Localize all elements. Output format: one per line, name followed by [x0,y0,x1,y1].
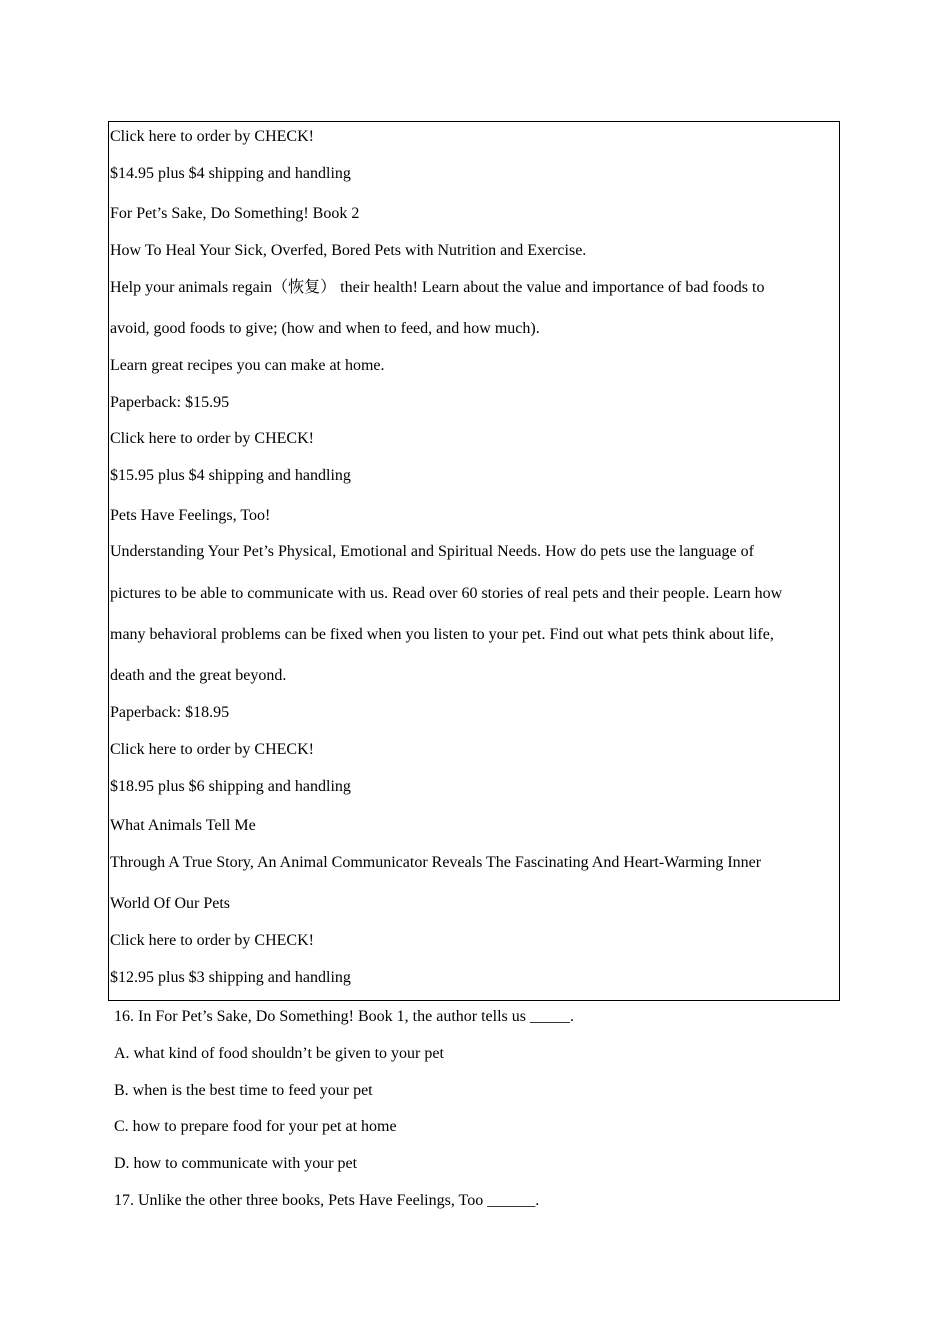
question-16-option-c: C. how to prepare food for your pet at home [114,1118,397,1135]
book4-description-line: Through A True Story, An Animal Communicator Reveals The Fascinating And Heart-Warming Inner [110,854,762,871]
order-link-3[interactable]: Click here to order by CHECK! [110,741,314,758]
book2-description-line: Help your animals regain（恢复） their health! Learn about the value and importance of bad foods to [110,279,765,296]
price-3: $18.95 plus $6 shipping and handling [110,778,351,795]
book4-title: What Animals Tell Me [110,817,256,834]
order-link-2[interactable]: Click here to order by CHECK! [110,430,314,447]
book4-description-line: World Of Our Pets [110,895,231,912]
price-4: $12.95 plus $3 shipping and handling [110,969,351,986]
question-17: 17. Unlike the other three books, Pets Have Feelings, Too ______. [114,1192,540,1209]
book2-title: For Pet’s Sake, Do Something! Book 2 [110,205,360,222]
order-link-4[interactable]: Click here to order by CHECK! [110,932,314,949]
book2-description-line: avoid, good foods to give; (how and when to feed, and how much). [110,320,540,337]
price-1: $14.95 plus $4 shipping and handling [110,165,351,182]
book2-subtitle: How To Heal Your Sick, Overfed, Bored Pets with Nutrition and Exercise. [110,242,587,259]
book2-description-line: Learn great recipes you can make at home. [110,357,385,374]
question-16: 16. In For Pet’s Sake, Do Something! Book 1, the author tells us _____. [114,1008,574,1025]
book3-description-line: death and the great beyond. [110,667,287,684]
book3-paperback-price: Paperback: $18.95 [110,704,230,721]
book3-description-line: many behavioral problems can be fixed when you listen to your pet. Find out what pets think about life, [110,626,774,643]
question-16-option-a: A. what kind of food shouldn’t be given to your pet [114,1045,444,1062]
book3-description-line: Understanding Your Pet’s Physical, Emotional and Spiritual Needs. How do pets use the language of [110,543,754,560]
book2-paperback-price: Paperback: $15.95 [110,394,230,411]
book3-title: Pets Have Feelings, Too! [110,507,271,524]
order-link-1[interactable]: Click here to order by CHECK! [110,128,314,145]
price-2: $15.95 plus $4 shipping and handling [110,467,351,484]
question-16-option-b: B. when is the best time to feed your pet [114,1082,373,1099]
question-16-option-d: D. how to communicate with your pet [114,1155,358,1172]
book3-description-line: pictures to be able to communicate with us. Read over 60 stories of real pets and their people. Learn how [110,585,783,602]
